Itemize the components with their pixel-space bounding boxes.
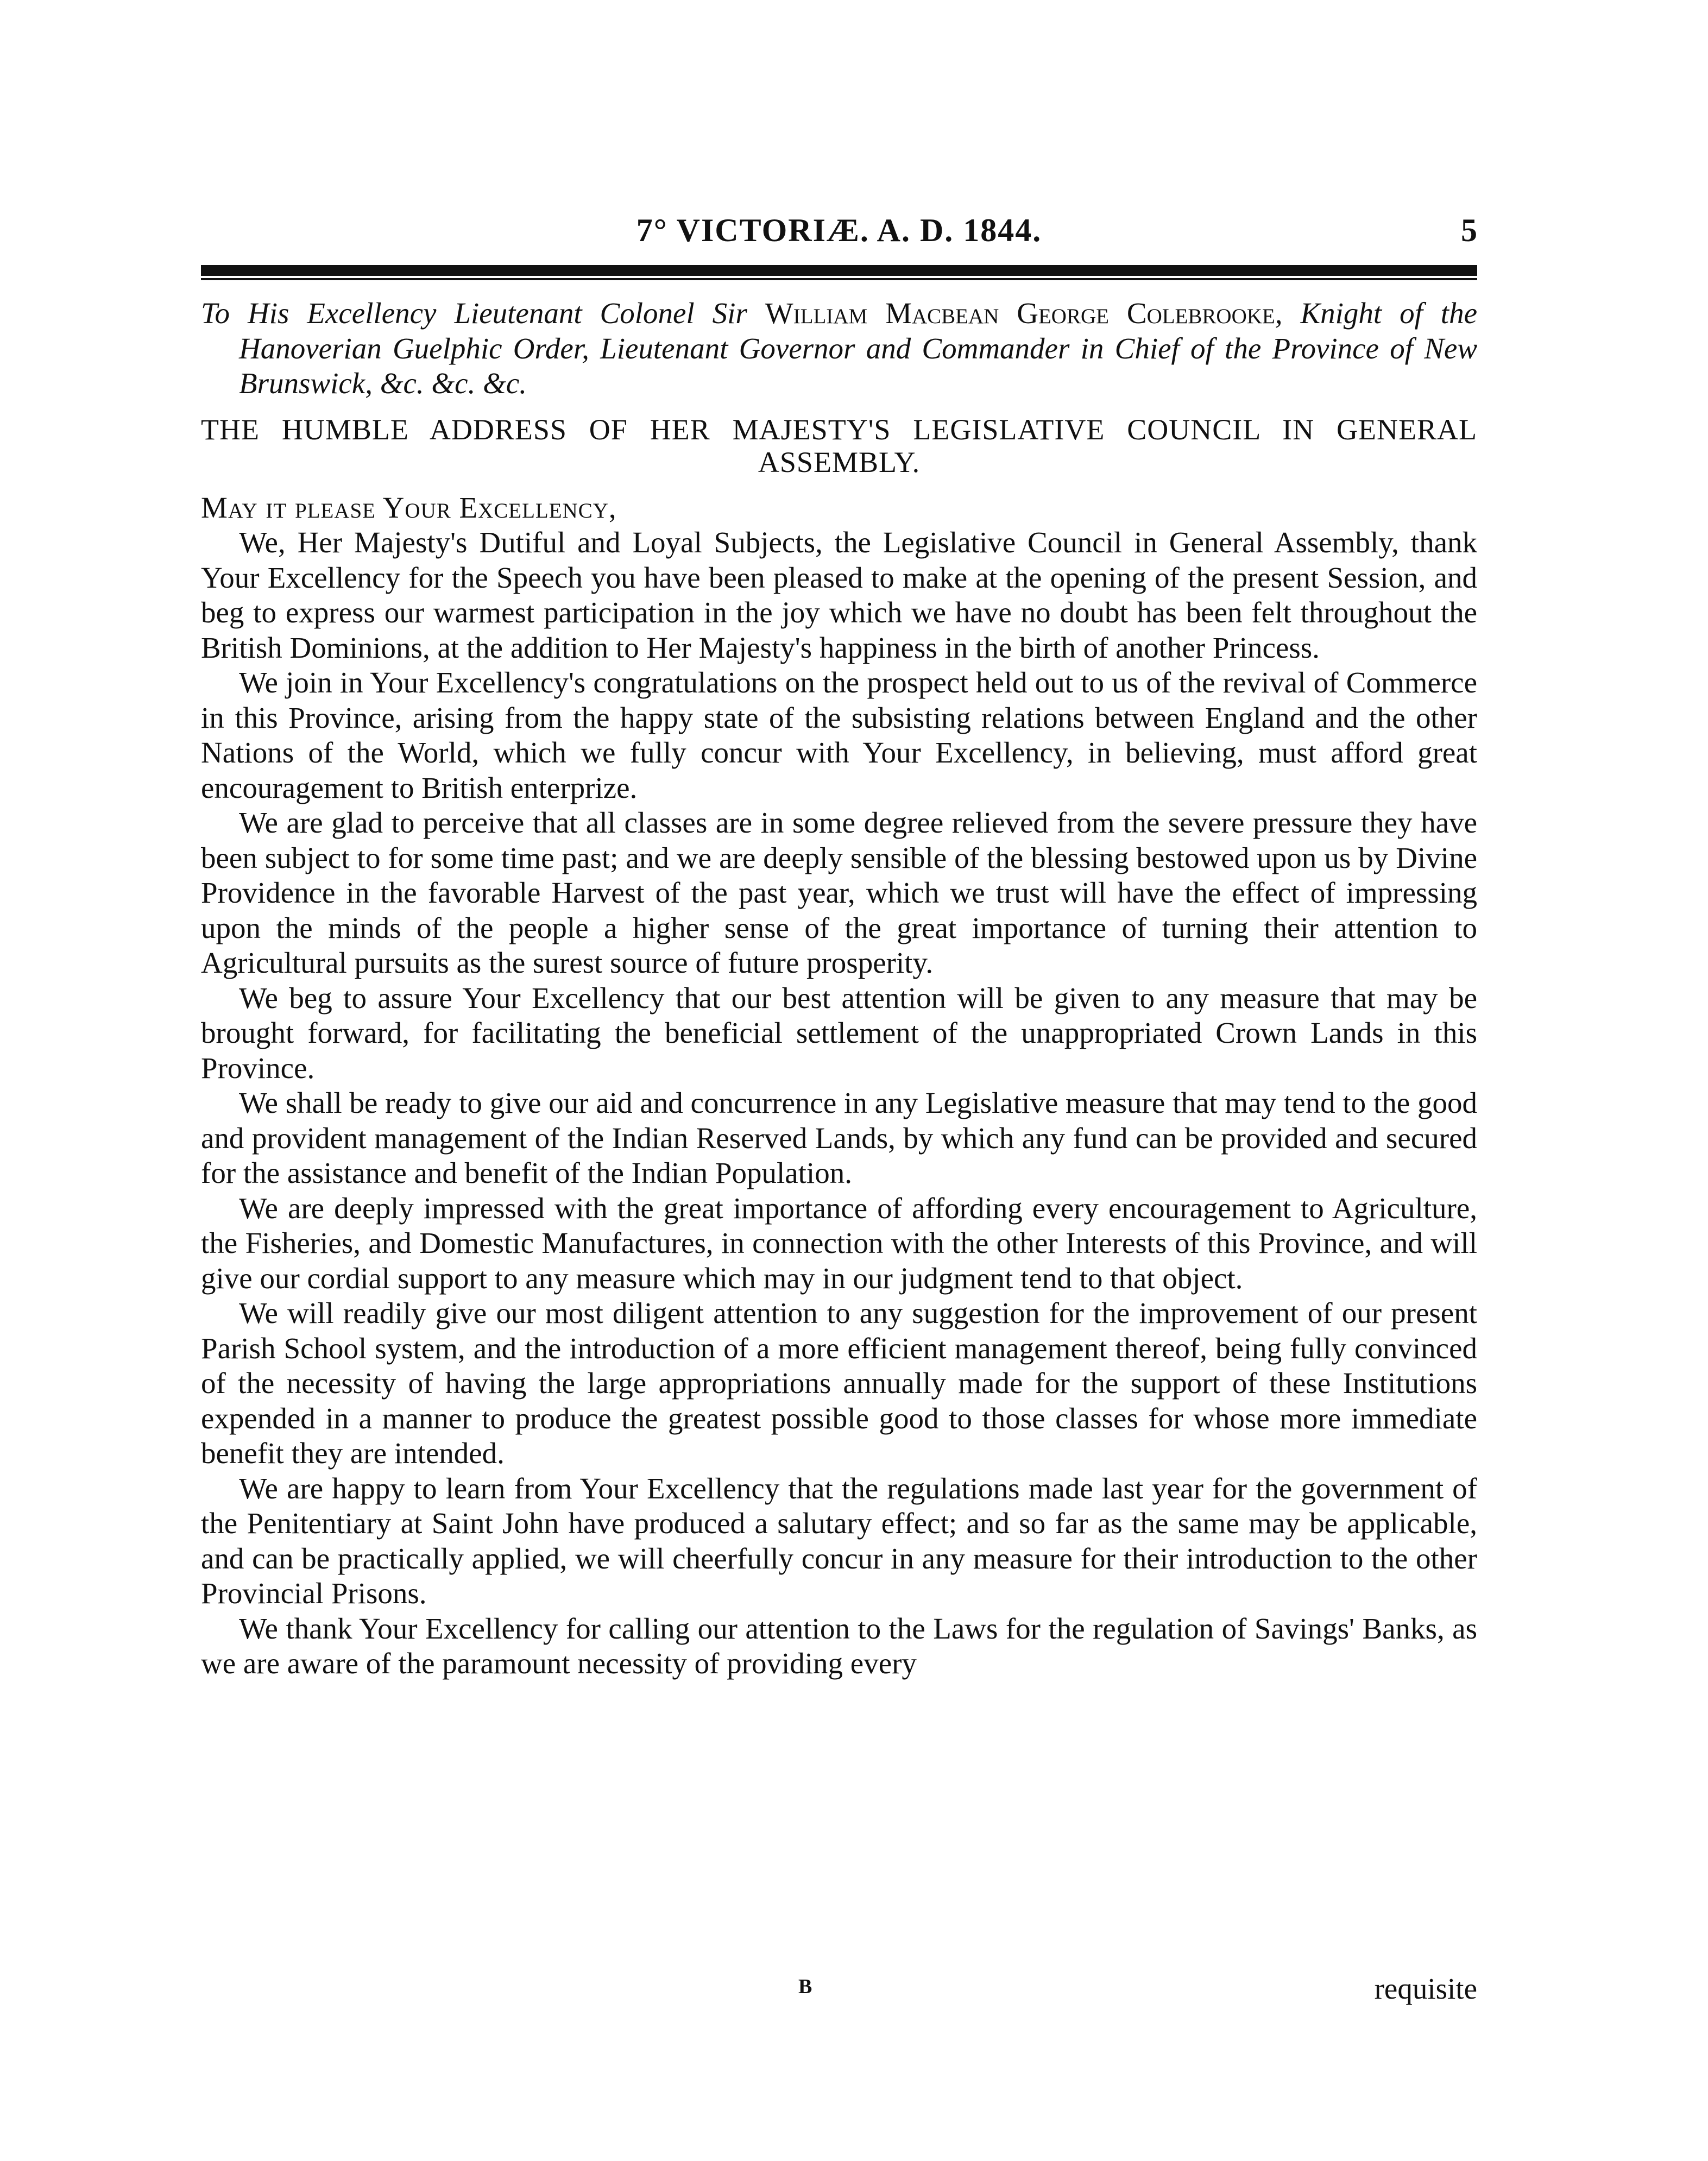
- paragraph: We join in Your Excellency's congratulations on the prospect held out to us of the revival of Commerce in this Province, arising from the happy state of the subsisting relations between England and the other Nations of the World, which we fully concur with Your Excellency, in believing, must afford great encouragement to British enterprize.: [201, 666, 1477, 804]
- header-rule-thin: [201, 278, 1477, 280]
- address-title: THE HUMBLE ADDRESS OF HER MAJESTY'S LEGISLATIVE COUNCIL IN GENERAL ASSEMBLY.: [201, 413, 1477, 478]
- document-body: [201, 296, 1477, 1681]
- signature-mark: B: [798, 1975, 812, 1998]
- page-header: [201, 212, 1477, 261]
- page-footer: [201, 1971, 1477, 2009]
- catchword: requisite: [1374, 1972, 1477, 2005]
- address-recipient: [201, 296, 1477, 401]
- address-name: William Macbean George Colebrooke: [765, 297, 1275, 330]
- paragraph: We are deeply impressed with the great importance of affording every encouragement to Agriculture, the Fisheries, and Domestic Manufactures, in connection with the other Interests of this Province, and will give our cordial support to any measure which may in our judgment tend to that object.: [201, 1191, 1477, 1295]
- paragraph: We shall be ready to give our aid and concurrence in any Legislative measure that may tend to the good and provident management of the Indian Reserved Lands, by which any fund can be provided and secured for the assistance and benefit of the Indian Population.: [201, 1086, 1477, 1189]
- paragraph: We beg to assure Your Excellency that our best attention will be given to any measure that may be brought forward, for facilitating the beneficial settlement of the unappropriated Crown Lands in this Province.: [201, 981, 1477, 1085]
- paragraph: We are happy to learn from Your Excellency that the regulations made last year for the government of the Penitentiary at Saint John have produced a salutary effect; and so far as the same may be applicable, and can be practically applied, we will cheerfully concur in any measure for their introduction to the other Provincial Prisons.: [201, 1471, 1477, 1610]
- paragraph: We, Her Majesty's Dutiful and Loyal Subjects, the Legislative Council in General Assembly, thank Your Excellency for the Speech you have been pleased to make at the opening of the present Session, and beg to express our warmest participation in the joy which we have no doubt has been felt throughout the British Dominions, at the addition to Her Majesty's happiness in the birth of another Princess.: [201, 526, 1477, 664]
- salutation: May it please Your Excellency,: [201, 490, 617, 524]
- header-rule-thick: [201, 265, 1477, 276]
- paragraph: We are glad to perceive that all classes are in some degree relieved from the severe pressure they have been subject to for some time past; and we are deeply sensible of the blessing bestowed upon us by Divine Providence in the favorable Harvest of the past year, which we trust will have the effect of impressing upon the minds of the people a higher sense of the great importance of turning their attention to Agricultural pursuits as the surest source of future prosperity.: [201, 806, 1477, 979]
- paragraph: We will readily give our most diligent attention to any suggestion for the improvement of our present Parish School system, and the introduction of a more efficient management thereof, being fully convinced of the necessity of having the large appropriations annually made for the support of these Institutions expended in a manner to produce the greatest possible good to those classes for whose more immediate benefit they are intended.: [201, 1296, 1477, 1470]
- paragraph: We thank Your Excellency for calling our attention to the Laws for the regulation of Savings' Banks, as we are aware of the paramount necessity of providing every: [201, 1611, 1477, 1680]
- page-number: 5: [1461, 212, 1477, 248]
- running-head: 7° VICTORIÆ. A. D. 1844.: [636, 212, 1042, 248]
- address-prefix: To His Excellency Lieutenant Colonel Sir: [201, 297, 765, 330]
- address-suffix: , Knight of the Hanoverian Guelphic Order, Lieutenant Governor and Commander in Chief of the Province of New Brunswick, &c. &c. &c.: [239, 297, 1477, 400]
